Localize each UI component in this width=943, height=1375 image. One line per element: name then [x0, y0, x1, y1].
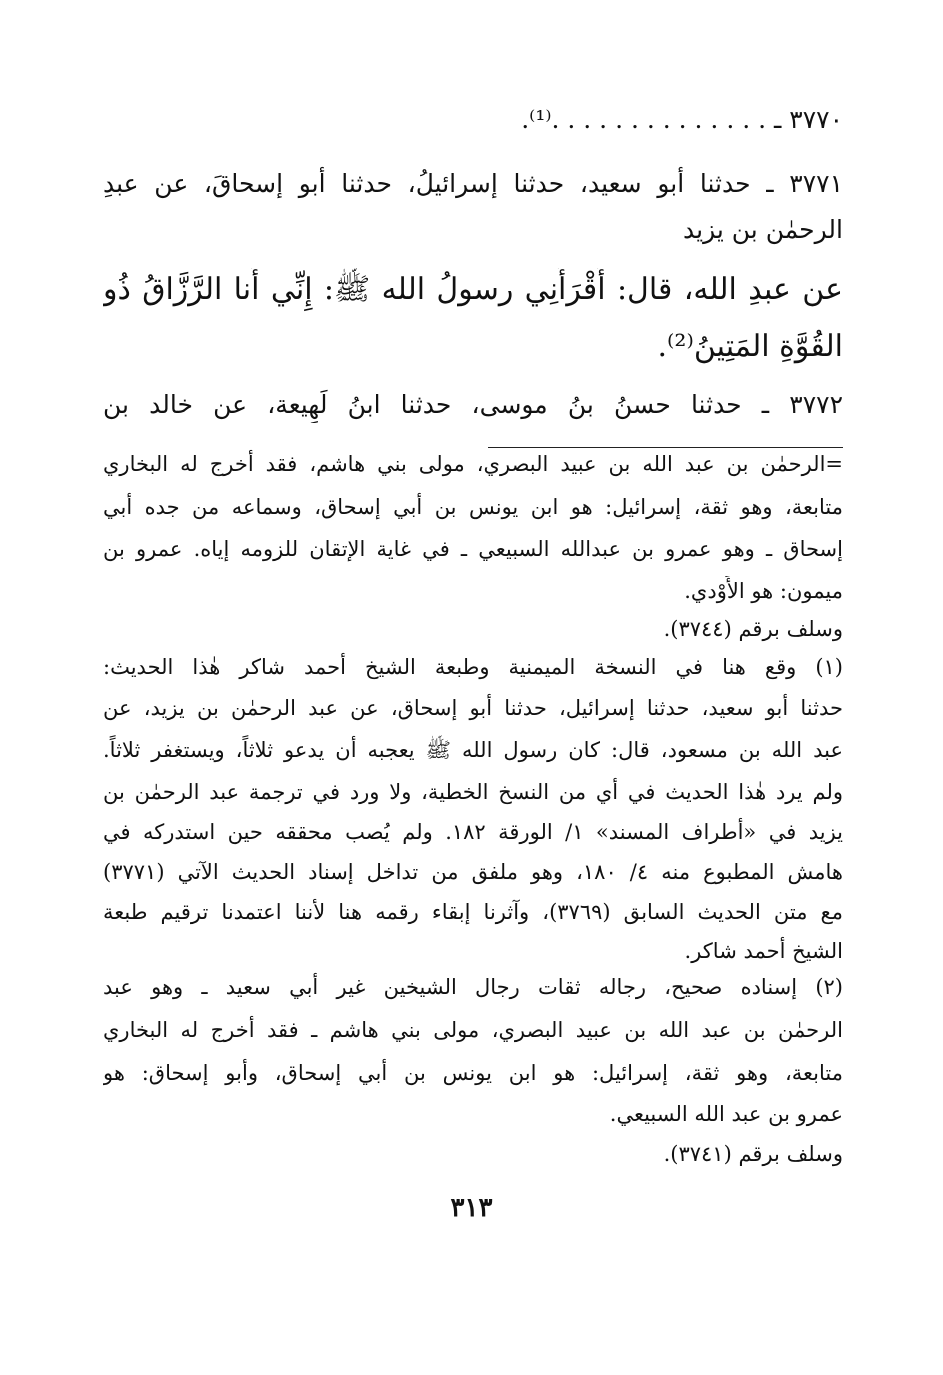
footnote-continuation-line-1: =الرحمٰن بن عبد الله بن عبيد البصري، مولى بني هاشم، فقد أخرج له البخاري: [103, 452, 843, 476]
hadith-3770-line: ٣٧٧٠ ـ . . . . . . . . . . . . . .⁽¹⁾.: [521, 105, 843, 134]
footnote-1-line-3: عبد الله بن مسعود، قال: كان رسول الله ﷺ يعجبه أن يدعو ثلاثاً، ويستغفر ثلاثاً.: [103, 738, 843, 762]
footnote-1-line-5: يزيد في «أطراف المسند» ١/ الورقة ١٨٢. ولم يُصب محققه حين استدركه في: [103, 820, 843, 844]
hadith-3771-text-line-1: عن عبدِ الله، قال: أَقْرَأَنِي رسولُ الله ﷺ: إِنِّي أَنا الرَّزَّاقُ ذُو: [103, 272, 843, 307]
footnote-2-line-3: متابعة، وهو ثقة، إسرائيل: هو ابن يونس بن أبي إسحاق، وأبو إسحاق: هو: [103, 1061, 843, 1085]
footnote-1-line-1: (١) وقع هنا في النسخة الميمنية وطبعة الشيخ أحمد شاكر هٰذا الحديث:: [103, 655, 843, 679]
footnote-continuation-line-4: ميمون: هو الأَوْدي.: [684, 579, 843, 603]
hadith-3771-text-line-2: القُوَّةِ المَتِينُ⁽²⁾.: [657, 329, 843, 364]
footnote-divider: [488, 447, 843, 448]
hadith-3771-line-2: الرحمٰن بن يزيد: [682, 215, 843, 244]
footnote-2-line-5: وسلف برقم (٣٧٤١).: [663, 1142, 843, 1166]
hadith-3771-line-1: ٣٧٧١ ـ حدثنا أبو سعيد، حدثنا إسرائيلُ، حدثنا أبو إسحاقَ، عن عبدِ: [103, 169, 843, 198]
footnote-2-line-1: (٢) إسناده صحيح، رجاله ثقات رجال الشيخين غير أبي سعيد ـ وهو عبد: [103, 975, 843, 999]
footnote-continuation-line-2: متابعة، وهو ثقة، إسرائيل: هو ابن يونس بن أبي إسحاق، وسماعه من جده أبي: [103, 495, 843, 519]
footnote-1-line-4: ولم يرد هٰذا الحديث في أي من النسخ الخطية، ولا ورد في ترجمة عبد الرحمٰن بن: [103, 780, 843, 804]
page-number: ٣١٣: [450, 1193, 493, 1223]
footnote-1-line-7: مع متن الحديث السابق (٣٧٦٩)، وآثرنا إبقاء رقمه هنا لأننا اعتمدنا ترقيم طبعة: [103, 900, 843, 924]
footnote-1-line-8: الشيخ أحمد شاكر.: [684, 939, 843, 963]
hadith-3772-line-1: ٣٧٧٢ ـ حدثنا حسنُ بنُ موسى، حدثنا ابنُ لَهِيعة، عن خالد بن: [103, 390, 843, 419]
footnote-1-line-6: هامش المطبوع منه ٤/ ١٨٠، وهو ملفق من تداخل إسناد الحديث الآتي (٣٧٧١): [103, 860, 843, 884]
footnote-continuation-line-3: إسحاق ـ وهو عمرو بن عبدالله السبيعي ـ في غاية الإتقان للزومه إياه. عمرو بن: [103, 537, 843, 561]
footnote-2-line-4: عمرو بن عبد الله السبيعي.: [609, 1102, 843, 1126]
footnote-continuation-line-5: وسلف برقم (٣٧٤٤).: [663, 617, 843, 641]
footnote-1-line-2: حدثنا أبو سعيد، حدثنا إسرائيل، حدثنا أبو إسحاق، عن عبد الرحمٰن بن يزيد، عن: [103, 696, 843, 720]
footnote-2-line-2: الرحمٰن بن عبد الله بن عبيد البصري، مولى بني هاشم ـ فقد أخرج له البخاري: [103, 1018, 843, 1042]
